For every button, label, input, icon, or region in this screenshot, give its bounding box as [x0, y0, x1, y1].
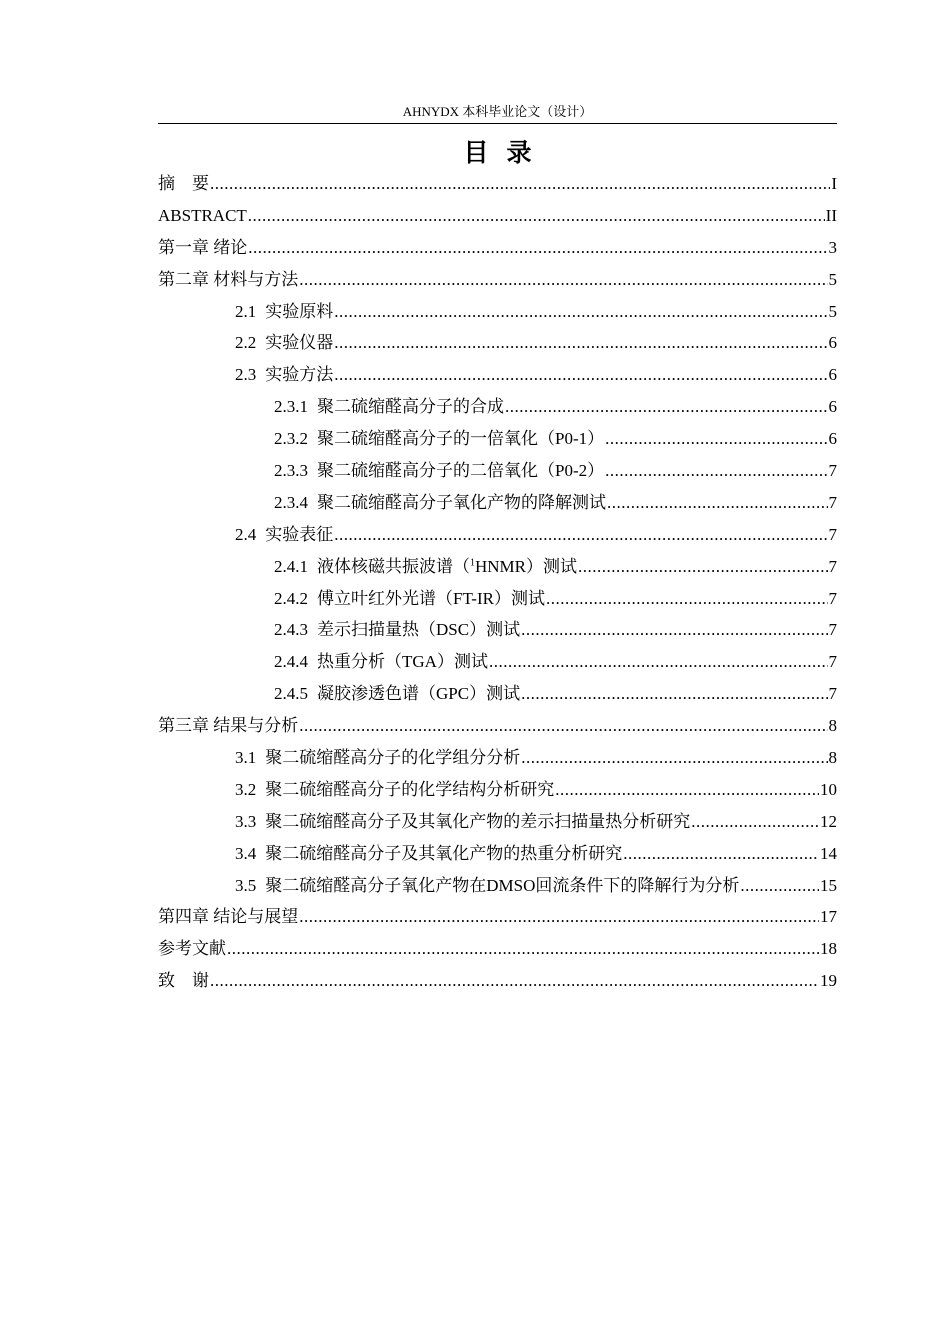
toc-page-number: 10 — [820, 779, 837, 799]
toc-entry[interactable] — [158, 583, 837, 615]
dot-leader — [546, 583, 828, 615]
toc-entry-number: 3.2 — [235, 779, 257, 799]
toc-entry-text: 热重分析（TGA）测试 — [317, 652, 488, 672]
toc-entry-number: 2.3.4 — [274, 492, 308, 512]
toc-page-number: 7 — [828, 684, 837, 704]
toc-page-number: 19 — [820, 971, 837, 991]
dot-leader — [489, 646, 828, 678]
toc-entry[interactable] — [158, 838, 837, 870]
dot-leader — [555, 774, 819, 806]
toc-page-number: 6 — [828, 333, 837, 353]
toc-page-number: I — [831, 174, 837, 193]
toc-page-number: 14 — [820, 843, 837, 863]
toc-entry-number: 2.4 — [235, 524, 257, 544]
toc-page-number: 17 — [820, 907, 837, 927]
toc-page-number: 8 — [828, 716, 837, 736]
dot-leader — [521, 678, 827, 710]
toc-entry[interactable] — [158, 933, 837, 965]
toc-entry-number: 3.1 — [235, 748, 257, 768]
toc-entry[interactable] — [158, 200, 837, 232]
toc-entry-number: 2.3.2 — [274, 429, 308, 449]
toc-entry-text: 聚二硫缩醛高分子及其氧化产物的热重分析研究 — [265, 843, 623, 863]
dot-leader — [248, 232, 827, 264]
toc-entry[interactable] — [158, 455, 837, 487]
toc-entry-text: 聚二硫缩醛高分子的一倍氧化（P0-1） — [317, 429, 605, 449]
toc-entry[interactable] — [158, 774, 837, 806]
toc-entry[interactable] — [158, 806, 837, 838]
toc-entry-text: 聚二硫缩醛高分子的合成 — [317, 397, 504, 417]
dot-leader — [334, 327, 827, 359]
toc-page-number: 12 — [820, 811, 837, 831]
toc-entry[interactable] — [158, 264, 837, 296]
toc-entry-number: 3.3 — [235, 811, 257, 831]
toc-entry[interactable] — [158, 327, 837, 359]
toc-entry[interactable] — [158, 742, 837, 774]
toc-entry-text: 实验仪器 — [265, 333, 334, 353]
toc-page-number: II — [825, 205, 837, 225]
toc-entry-number: 2.1 — [235, 301, 257, 321]
toc-entry[interactable] — [158, 646, 837, 678]
toc-entry[interactable] — [158, 901, 837, 933]
dot-leader — [299, 901, 819, 933]
toc-entry-number: 2.2 — [235, 333, 257, 353]
toc-title: 目录 — [463, 138, 550, 167]
dot-leader — [210, 965, 819, 997]
toc-entry-text: 第一章 绪论 — [158, 237, 248, 257]
dot-leader — [299, 710, 827, 742]
toc-page-number: 5 — [828, 301, 837, 321]
toc-entry-text: 聚二硫缩醛高分子的化学结构分析研究 — [265, 779, 555, 799]
toc-entry[interactable] — [158, 487, 837, 519]
toc-page-number: 6 — [828, 365, 837, 385]
dot-leader — [248, 200, 825, 232]
toc-entry-text: 实验表征 — [265, 524, 334, 544]
toc-entry-text: 摘 要 — [158, 174, 209, 193]
toc-entry-text: 致 谢 — [158, 971, 209, 991]
dot-leader — [334, 519, 827, 551]
toc-entry[interactable] — [158, 870, 837, 902]
toc-entry[interactable] — [158, 710, 837, 742]
toc-entry-text: 傅立叶红外光谱（FT-IR）测试 — [317, 588, 545, 608]
toc-page-number: 18 — [820, 939, 837, 959]
toc-page-number: 5 — [828, 269, 837, 289]
toc-entry-text: 差示扫描量热（DSC）测试 — [317, 620, 521, 640]
toc-entry[interactable] — [158, 296, 837, 328]
toc-entry-number: 2.4.5 — [274, 684, 308, 704]
dot-leader — [521, 742, 827, 774]
toc-page-number: 7 — [828, 492, 837, 512]
toc-entry[interactable] — [158, 551, 837, 583]
toc-entry-number: 3.5 — [235, 875, 257, 895]
toc-entry-text: ABSTRACT — [158, 205, 247, 225]
toc-page-number: 7 — [828, 524, 837, 544]
toc-page-number: 6 — [828, 397, 837, 417]
toc-entry-text: 凝胶渗透色谱（GPC）测试 — [317, 684, 521, 704]
toc-entry[interactable] — [158, 168, 837, 200]
toc-entry-text: 实验方法 — [265, 365, 334, 385]
toc-entry-number: 2.4.4 — [274, 652, 308, 672]
running-header: AHNYDX 本科毕业论文（设计） — [402, 104, 593, 119]
dot-leader — [691, 806, 819, 838]
dot-leader — [605, 455, 827, 487]
toc-entry[interactable] — [158, 232, 837, 264]
toc-entry[interactable] — [158, 614, 837, 646]
dot-leader — [210, 168, 830, 200]
dot-leader — [334, 359, 827, 391]
header-rule — [158, 123, 837, 124]
toc-entry-text: 第二章 材料与方法 — [158, 269, 299, 289]
toc-page-number: 7 — [828, 652, 837, 672]
toc-entry-text: 聚二硫缩醛高分子及其氧化产物的差示扫描量热分析研究 — [265, 811, 691, 831]
toc-entry[interactable] — [158, 391, 837, 423]
toc-page-number: 6 — [828, 429, 837, 449]
toc-page-number: 8 — [828, 748, 837, 768]
dot-leader — [227, 933, 819, 965]
toc-page-number: 15 — [820, 875, 837, 895]
toc-page-number: 7 — [828, 620, 837, 640]
dot-leader — [605, 423, 827, 455]
toc-entry-number: 2.4.2 — [274, 588, 308, 608]
toc-entry-text: 第四章 结论与展望 — [158, 907, 299, 927]
dot-leader — [299, 264, 827, 296]
toc-entry[interactable] — [158, 423, 837, 455]
toc-entry-number: 2.3 — [235, 365, 257, 385]
toc-entry-number: 2.3.3 — [274, 461, 308, 481]
dot-leader — [623, 838, 819, 870]
toc-page-number: 3 — [828, 237, 837, 257]
toc-entry[interactable] — [158, 519, 837, 551]
toc-entry-text: 聚二硫缩醛高分子氧化产物的降解测试 — [317, 492, 606, 512]
toc-entry-text: 聚二硫缩醛高分子的二倍氧化（P0-2） — [317, 461, 605, 481]
dot-leader — [578, 551, 827, 583]
toc-entry-text: 参考文献 — [158, 939, 226, 959]
toc-entry-text-post: HNMR）测试 — [475, 556, 578, 576]
dot-leader — [334, 296, 827, 328]
toc-page-number: 7 — [828, 588, 837, 608]
toc-entry-superscript: 1 — [470, 557, 475, 569]
toc-entry-number: 2.3.1 — [274, 397, 308, 417]
toc-page-number: 7 — [828, 556, 837, 576]
dot-leader — [521, 614, 827, 646]
toc-entry[interactable] — [158, 678, 837, 710]
toc-entry-text: 聚二硫缩醛高分子氧化产物在DMSO回流条件下的降解行为分析 — [265, 875, 740, 895]
toc-page-number: 7 — [828, 461, 837, 481]
toc-entry-text-pre: 液体核磁共振波谱（ — [317, 556, 470, 576]
toc-entry[interactable] — [158, 359, 837, 391]
toc-entry-number: 3.4 — [235, 843, 257, 863]
dot-leader — [740, 870, 819, 902]
toc-entry-text: 第三章 结果与分析 — [158, 716, 299, 736]
toc-entry[interactable] — [158, 965, 837, 997]
dot-leader — [505, 391, 828, 423]
dot-leader — [607, 487, 828, 519]
toc-entry-number: 2.4.1 — [274, 556, 308, 576]
toc-entry-number: 2.4.3 — [274, 620, 308, 640]
toc-entry-text: 实验原料 — [265, 301, 334, 321]
toc-entry-text: 聚二硫缩醛高分子的化学组分分析 — [265, 748, 521, 768]
table-of-contents — [158, 168, 837, 997]
